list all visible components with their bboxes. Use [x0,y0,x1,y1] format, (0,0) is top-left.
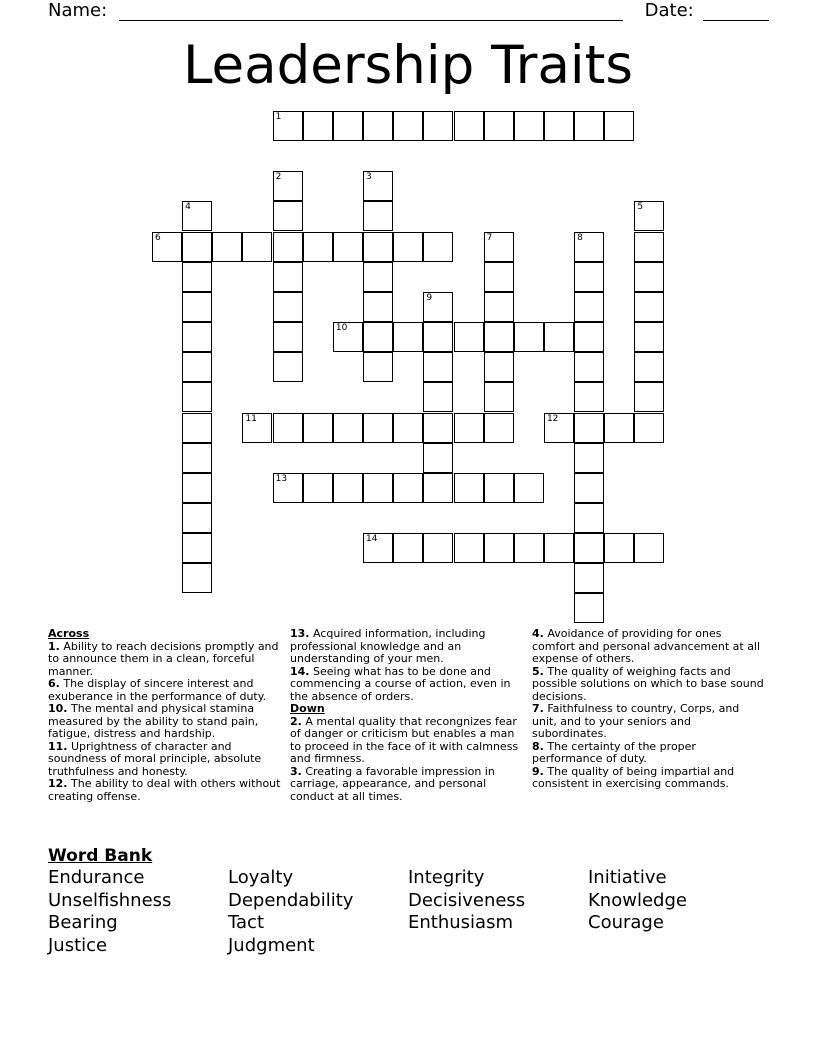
crossword-cell[interactable] [242,232,272,262]
crossword-cell[interactable] [484,232,514,262]
crossword-cell[interactable] [393,322,423,352]
crossword-cell[interactable] [574,262,604,292]
clue-down-5 [532,666,766,704]
clue-down-8 [532,741,766,766]
clue-text: The quality of being impartial and consistent in exercising commands. [532,764,735,790]
crossword-cell[interactable] [182,292,212,322]
clue-number: 14. [290,664,310,678]
clue-number: 10. [48,702,68,715]
word-bank-word: Endurance [48,867,145,888]
crossword-cell[interactable] [484,292,514,322]
clue-across-13 [290,628,524,666]
crossword-cell[interactable] [423,232,453,262]
crossword-cell[interactable] [634,352,664,382]
crossword-cell[interactable] [634,413,664,443]
crossword-cell[interactable] [423,473,453,503]
clues-column-1 [48,628,282,803]
clue-text: The certainty of the proper performance of duty. [532,739,696,765]
clue-text: The display of sincere interest and exuberance in the performance of duty. [48,677,267,703]
crossword-cell[interactable] [363,201,393,231]
clue-number: 4. [532,627,544,640]
crossword-cell[interactable] [363,533,393,563]
clue-number: 12. [48,777,68,790]
crossword-cell[interactable] [574,352,604,382]
crossword-cell[interactable] [514,322,544,352]
crossword-cell[interactable] [574,473,604,503]
crossword-cell[interactable] [152,232,182,262]
crossword-cell[interactable] [454,413,484,443]
clue-number-label: 11 [245,413,257,424]
crossword-cell[interactable] [484,382,514,412]
crossword-cell[interactable] [634,322,664,352]
word-bank-word: Knowledge [588,890,687,911]
crossword-cell[interactable] [544,413,574,443]
crossword-cell[interactable] [423,443,453,473]
crossword-cell[interactable] [393,111,423,141]
clue-text: Acquired information, including professional knowledge and an understanding of your men. [290,627,486,665]
crossword-cell[interactable] [544,322,574,352]
crossword-cell[interactable] [273,473,303,503]
crossword-cell[interactable] [182,352,212,382]
clue-number-label: 10 [335,323,348,334]
crossword-cell[interactable] [303,473,333,503]
clue-number-label: 14 [366,534,378,545]
crossword-cell[interactable] [182,382,212,412]
crossword-cell[interactable] [604,533,634,563]
clue-down-3 [290,766,524,804]
clue-text: Faithfulness to country, Corps, and unit, and to your seniors and subordinates. [532,702,740,740]
crossword-cell[interactable] [484,322,514,352]
clue-down-9 [532,766,766,791]
word-bank-word: Justice [48,935,108,956]
clue-text: The mental and physical stamina measured by the ability to stand pain, fatigue, distress and hardship. [48,702,259,740]
clue-number-label: 5 [637,202,644,213]
clue-number-label: 8 [577,232,583,243]
clue-number: 2. [290,714,302,728]
clue-number-label: 6 [155,232,161,243]
clue-across-12 [48,778,282,803]
word-bank-word: Dependability [228,890,354,911]
crossword-cell[interactable] [182,443,212,473]
clue-down-7 [532,703,766,741]
clue-number: 5. [532,664,544,678]
crossword-cell[interactable] [574,563,604,593]
crossword-cell[interactable] [273,111,303,141]
word-bank-word: Courage [588,912,664,933]
crossword-cell[interactable] [634,232,664,262]
crossword-cell[interactable] [363,262,393,292]
clue-across-11 [48,741,282,779]
crossword-cell[interactable] [182,503,212,533]
clue-text: Ability to reach decisions promptly and to announce them in a clean, forceful manner. [48,639,279,678]
crossword-cell[interactable] [393,533,423,563]
clue-text: A mental quality that recongnizes fear of danger or criticism but enables a man to proceed in the face of it with calmness and firmness. [290,714,519,765]
clue-number-label: 13 [275,473,288,484]
word-bank-word: Unselfishness [48,890,172,911]
crossword-cell[interactable] [423,322,453,352]
crossword-cell[interactable] [182,473,212,503]
crossword-cell[interactable] [363,292,393,322]
crossword-cell[interactable] [182,322,212,352]
clue-number-label: 2 [275,172,282,183]
word-bank-word: Judgment [228,935,315,956]
crossword-cell[interactable] [363,352,393,382]
crossword-cell[interactable] [273,232,303,262]
crossword-cell[interactable] [333,232,363,262]
crossword-cell[interactable] [273,171,303,201]
crossword-cell[interactable] [484,262,514,292]
crossword-cell[interactable] [514,533,544,563]
across-heading: Across [48,627,90,640]
word-bank-word: Integrity [408,867,485,888]
crossword-cell[interactable] [574,443,604,473]
down-heading: Down [290,702,325,715]
clue-across-10 [48,703,282,741]
crossword-cell[interactable] [363,413,393,443]
clue-across-1 [48,641,282,679]
word-bank-title: Word Bank [48,846,153,866]
crossword-cell[interactable] [182,232,212,262]
crossword-cell[interactable] [604,413,634,443]
crossword-cell[interactable] [363,171,393,201]
crossword-cell[interactable] [273,201,303,231]
crossword-cell[interactable] [423,352,453,382]
crossword-cell[interactable] [333,111,363,141]
clue-number-label: 7 [486,232,493,243]
crossword-cell[interactable] [574,593,604,623]
crossword-cell[interactable] [634,533,664,563]
clue-down-4 [532,628,766,666]
clue-number: 1. [48,639,60,653]
clue-number-label: 3 [366,172,372,183]
crossword-cell[interactable] [423,533,453,563]
crossword-cell[interactable] [423,292,453,322]
crossword-cell[interactable] [484,111,514,141]
crossword-cell[interactable] [544,111,574,141]
clues-column-2 [290,628,524,803]
crossword-cell[interactable] [273,292,303,322]
clue-number-label: 9 [426,292,433,303]
page-title: Leadership Traits [182,35,634,96]
clue-number: 9. [532,764,544,778]
clue-text: The quality of weighing facts and possible solutions on which to base sound decisions. [532,664,764,703]
crossword-cell[interactable] [454,111,484,141]
word-bank-word: Decisiveness [408,890,526,911]
crossword-cell[interactable] [423,382,453,412]
crossword-cell[interactable] [574,533,604,563]
clue-across-14 [290,666,524,704]
crossword-cell[interactable] [363,111,393,141]
crossword-cell[interactable] [574,111,604,141]
word-bank-word: Bearing [48,912,118,933]
crossword-cell[interactable] [182,201,212,231]
crossword-cell[interactable] [574,232,604,262]
crossword-cell[interactable] [393,413,423,443]
crossword-cell[interactable] [454,533,484,563]
crossword-cell[interactable] [514,111,544,141]
clue-number: 6. [48,677,60,690]
clue-text: Uprightness of character and soundness of moral principle, absolute truthfulness and honesty. [48,739,262,778]
crossword-cell[interactable] [182,413,212,443]
date-label: Date: [644,0,694,21]
clue-number: 13. [290,627,310,640]
name-label: Name: [48,0,108,21]
clue-number: 7. [532,702,544,715]
clue-text: Creating a favorable impression in carriage, appearance, and personal conduct at all times. [290,764,495,803]
crossword-cell[interactable] [273,262,303,292]
crossword-cell[interactable] [182,563,212,593]
crossword-cell[interactable] [454,473,484,503]
crossword-cell[interactable] [363,322,393,352]
clue-number-label: 4 [185,202,191,213]
crossword-cell[interactable] [273,413,303,443]
crossword-cell[interactable] [273,322,303,352]
clue-text: The ability to deal with others without creating offense. [48,777,281,803]
crossword-cell[interactable] [484,533,514,563]
crossword-cell[interactable] [333,322,363,352]
crossword-cell[interactable] [303,232,333,262]
clue-across-6 [48,678,282,703]
clue-text: Avoidance of providing for ones comfort and personal advancement at all expense of others. [532,627,761,665]
crossword-cell[interactable] [454,322,484,352]
word-bank-word: Enthusiasm [408,912,513,933]
crossword-cell[interactable] [273,352,303,382]
clue-down-2 [290,716,524,766]
crossword-cell[interactable] [182,533,212,563]
clue-text: Seeing what has to be done and commencing a course of action, even in the absence of orders. [290,664,511,703]
crossword-cell[interactable] [574,503,604,533]
clue-number: 3. [290,764,302,778]
clue-number: 11. [48,739,68,753]
crossword-cell[interactable] [363,232,393,262]
crossword-cell[interactable] [634,382,664,412]
word-bank-word: Tact [228,912,264,933]
crossword-cell[interactable] [484,473,514,503]
crossword-cell[interactable] [423,413,453,443]
crossword-cell[interactable] [514,473,544,503]
clue-number-label: 12 [546,413,559,424]
clue-number: 8. [532,739,544,753]
crossword-cell[interactable] [393,232,423,262]
crossword-cell[interactable] [634,262,664,292]
clues-column-3 [532,628,766,791]
crossword-cell[interactable] [333,473,363,503]
word-bank-word: Loyalty [228,867,294,888]
word-bank-word: Initiative [588,867,667,888]
clue-number-label: 1 [275,112,282,122]
crossword-cell[interactable] [574,382,604,412]
crossword-cell[interactable] [303,111,333,141]
crossword-cell[interactable] [574,292,604,322]
crossword-cell[interactable] [182,262,212,292]
crossword-cell[interactable] [574,413,604,443]
crossword-cell[interactable] [544,533,574,563]
crossword-cell[interactable] [333,413,363,443]
crossword-cell[interactable] [634,292,664,322]
crossword-cell[interactable] [212,232,242,262]
crossword-cell[interactable] [242,413,272,443]
crossword-cell[interactable] [423,111,453,141]
crossword-cell[interactable] [484,352,514,382]
crossword-cell[interactable] [634,201,664,231]
crossword-cell[interactable] [484,413,514,443]
crossword-cell[interactable] [303,413,333,443]
crossword-cell[interactable] [363,473,393,503]
crossword-cell[interactable] [574,322,604,352]
crossword-cell[interactable] [393,473,423,503]
crossword-cell[interactable] [604,111,634,141]
